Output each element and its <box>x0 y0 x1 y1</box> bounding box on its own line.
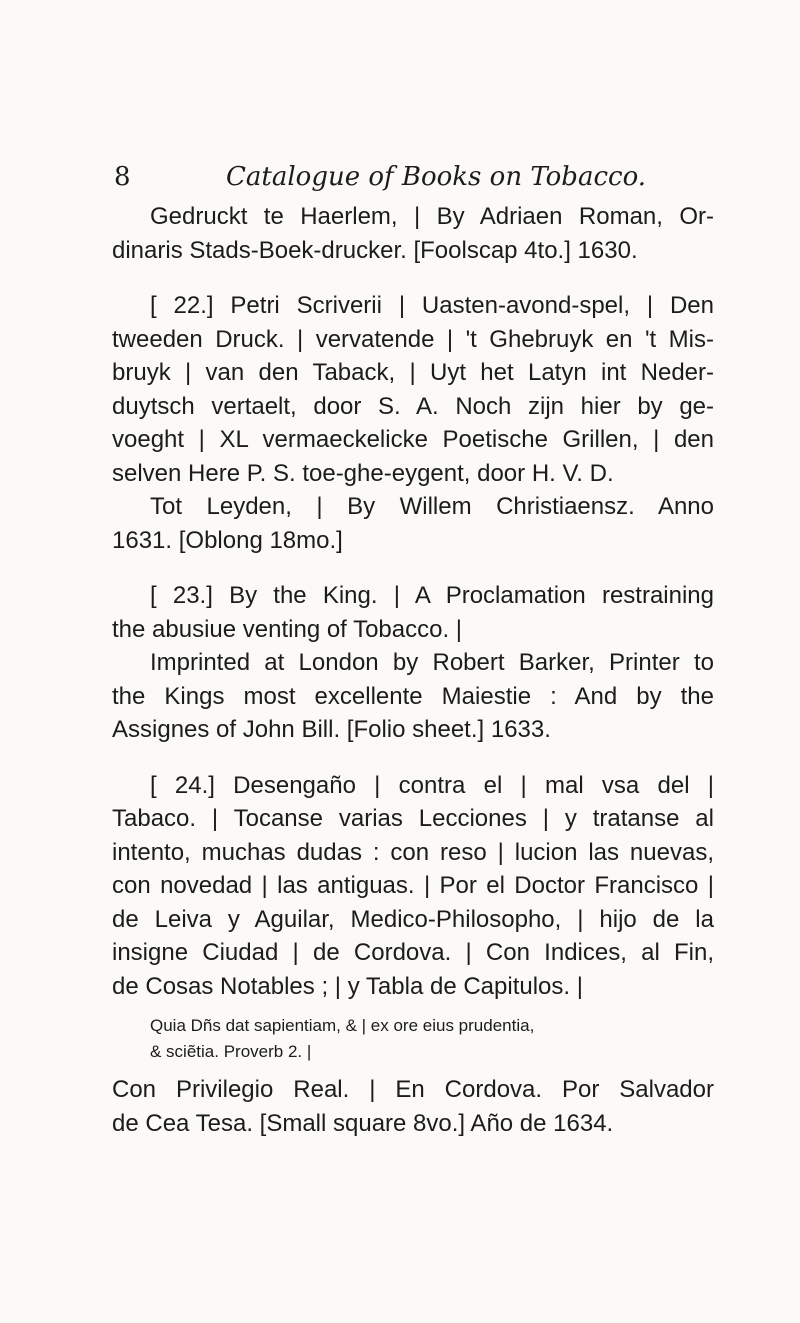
text-line: 1631. [Oblong 18mo.] <box>112 526 343 554</box>
text-line: [ 24.] Desengaño | contra el | mal vsa del | <box>150 771 714 799</box>
text-line: Assignes of John Bill. [Folio sheet.] 1633. <box>112 716 551 743</box>
page-title: Catalogue of Books on Tobacco. <box>226 162 647 192</box>
text-line: de Cosas Notables ; | y Tabla de Capitulos. | <box>112 972 583 1000</box>
text-line: de Leiva y Aguilar, Medico-Philosopho, | hijo de la <box>112 905 714 933</box>
text-line: Tabaco. | Tocanse varias Lecciones | y tratanse al <box>112 805 714 832</box>
text-line: bruyk | van den Taback, | Uyt het Latyn int Neder- <box>112 359 714 386</box>
text-line: Gedruckt te Haerlem, | By Adriaen Roman, Or- <box>150 203 714 230</box>
text-line: con novedad | las antiguas. | Por el Doctor Francisco | <box>112 872 714 899</box>
text-line: de Cea Tesa. [Small square 8vo.] Año de 1634. <box>112 1109 614 1137</box>
catalogue-body <box>112 200 714 1140</box>
page-number: 8 <box>114 162 131 192</box>
text-line: the Kings most excellente Maiestie : And by the <box>112 682 714 710</box>
text-line: the abusiue venting of Tobacco. | <box>112 615 463 643</box>
text-line: Con Privilegio Real. | En Cordova. Por Salvador <box>112 1076 714 1103</box>
text-line: intento, muchas dudas : con reso | lucion las nuevas, <box>112 838 714 866</box>
entry-23 <box>112 579 714 747</box>
text-line: voeght | XL vermaeckelicke Poetische Grillen, | den <box>112 426 714 453</box>
entry-21-continued <box>112 200 714 267</box>
quote-line: Quia Dñs dat sapientiam, & | ex ore eius prudentia, <box>150 1016 535 1035</box>
text-line: [ 22.] Petri Scriverii | Uasten-avond-spel, | Den <box>150 292 714 319</box>
text-line: selven Here P. S. toe-ghe-eygent, door H. V. D. <box>112 459 614 487</box>
latin-quotation <box>112 1013 714 1065</box>
text-line: Imprinted at London by Robert Barker, Printer to <box>150 649 714 676</box>
text-line: dinaris Stads-Boek-drucker. [Foolscap 4to.] 1630. <box>112 236 638 264</box>
entry-24 <box>112 769 714 1141</box>
text-line: Tot Leyden, | By Willem Christiaensz. Anno <box>150 493 714 520</box>
text-line: insigne Ciudad | de Cordova. | Con Indices, al Fin, <box>112 939 714 966</box>
text-line: [ 23.] By the King. | A Proclamation restraining <box>150 582 714 609</box>
text-line: duytsch vertaelt, door S. A. Noch zijn hier by ge- <box>112 392 714 420</box>
entry-22 <box>112 289 714 557</box>
quote-line: & sciẽtia. Proverb 2. | <box>150 1042 312 1061</box>
text-line: tweeden Druck. | vervatende | 't Ghebruyk en 't Mis- <box>112 325 714 353</box>
imprint <box>112 1073 714 1140</box>
